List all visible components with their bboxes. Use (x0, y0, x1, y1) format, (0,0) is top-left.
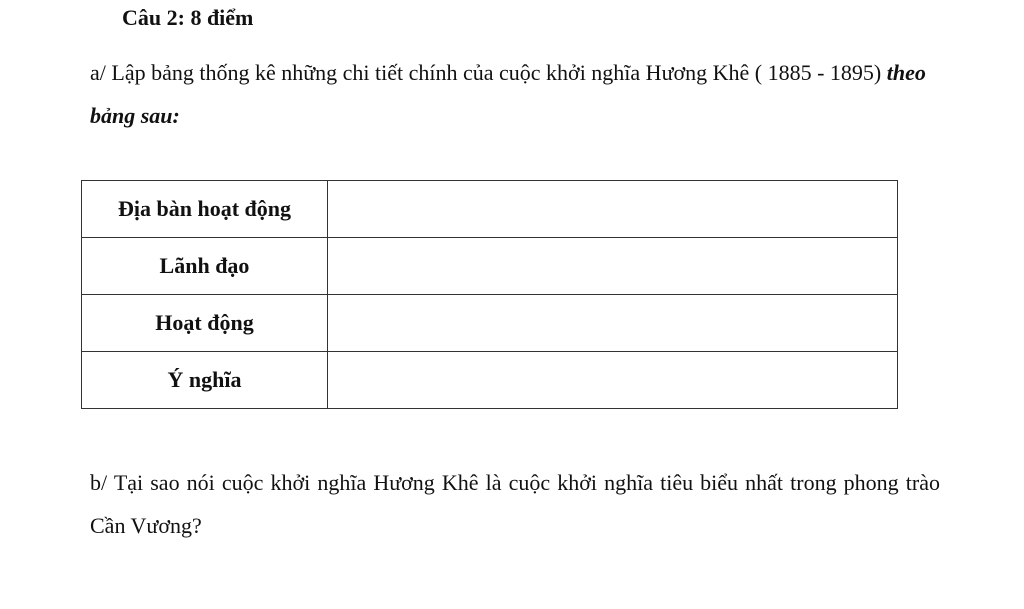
row-answer-cell (328, 238, 898, 295)
table-row (82, 295, 898, 352)
part-a-paragraph (90, 51, 940, 137)
part-a-text: a/ Lập bảng thống kê những chi tiết chính của cuộc khởi nghĩa Hương Khê ( 1885 - 1895) (90, 60, 887, 85)
row-answer-cell (328, 295, 898, 352)
row-label: Ý nghĩa (82, 352, 328, 409)
table-row (82, 238, 898, 295)
table-row (82, 352, 898, 409)
table-row (82, 181, 898, 238)
row-answer-cell (328, 352, 898, 409)
statistics-table (81, 180, 898, 409)
row-label: Lãnh đạo (82, 238, 328, 295)
question-heading: Câu 2: 8 điểm (122, 5, 254, 30)
part-a-emphasis: theo bảng sau: (90, 60, 926, 128)
part-b-paragraph: b/ Tại sao nói cuộc khởi nghĩa Hương Khê là cuộc khởi nghĩa tiêu biểu nhất trong phong trào Cần Vương? (90, 470, 940, 538)
row-label: Hoạt động (82, 295, 328, 352)
row-answer-cell (328, 181, 898, 238)
row-label: Địa bàn hoạt động (82, 181, 328, 238)
